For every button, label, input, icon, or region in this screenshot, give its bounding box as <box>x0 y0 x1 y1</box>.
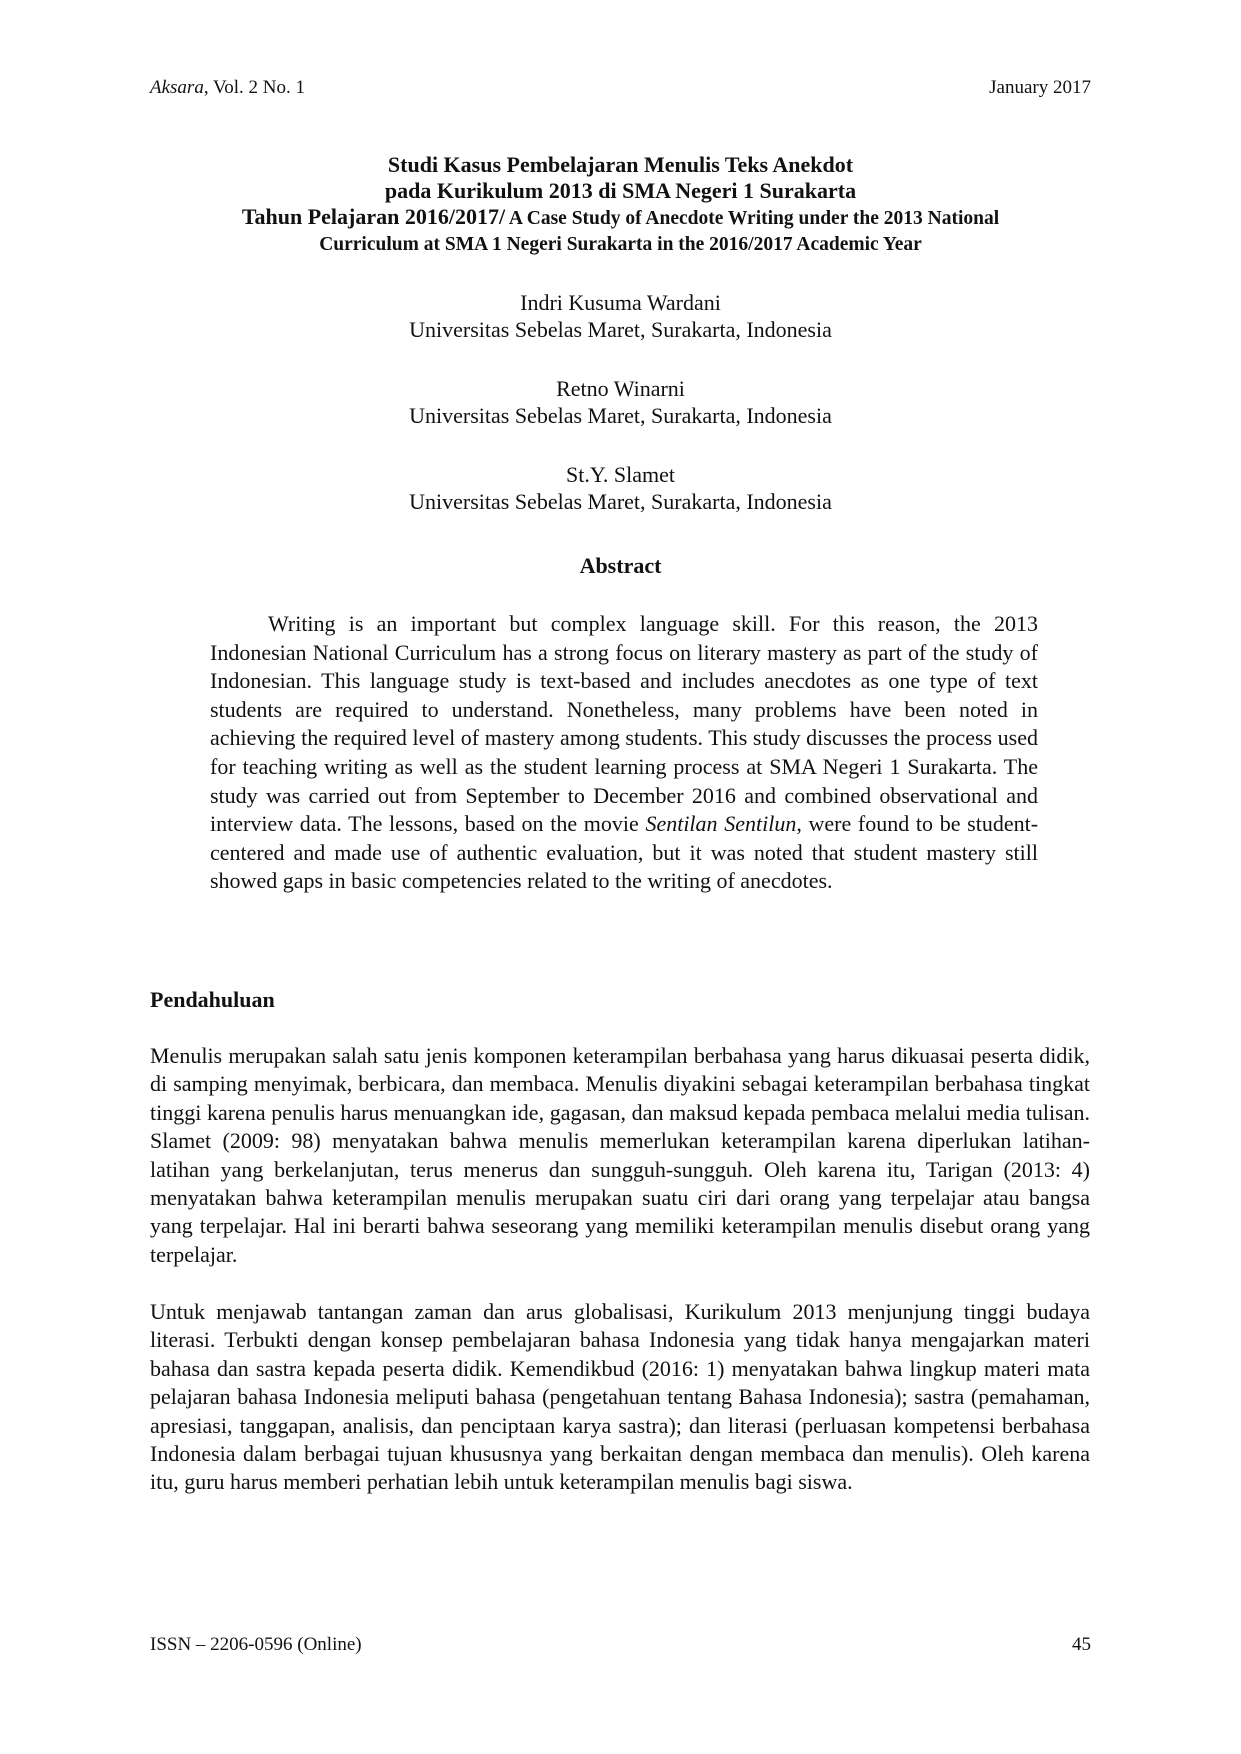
author-block-1 <box>150 289 1091 343</box>
body-paragraph-2: Untuk menjawab tantangan zaman dan arus globalisasi, Kurikulum 2013 menjunjung tinggi budaya literasi. Terbukti dengan konsep pembelajaran bahasa Indonesia yang tidak hanya mengajarkan materi bahasa dan sastra kepada peserta didik. Kemendikbud (2016: 1) menyatakan bahwa lingkup materi mata pelajaran bahasa Indonesia meliputi bahasa (pengetahuan tentang Bahasa Indonesia); sastra (pemahaman, apresiasi, tanggapan, analisis, dan penciptaan karya sastra); dan literasi (perluasan kompetensi berbahasa Indonesia dalam berbagai tujuan khususnya yang berkaitan dengan membaca dan menulis). Oleh karena itu, guru harus memberi perhatian lebih untuk keterampilan menulis bagi siswa. <box>150 1299 1090 1495</box>
issn-label: ISSN – 2206-0596 (Online) <box>150 1634 362 1655</box>
author-name: St.Y. Slamet <box>565 462 675 487</box>
author-affiliation: Universitas Sebelas Maret, Surakarta, Indonesia <box>409 403 832 428</box>
title-line-3 <box>150 204 1091 232</box>
journal-citation <box>150 76 305 100</box>
title-line-3-english: A Case Study of Anecdote Writing under the 2013 National <box>505 208 1000 229</box>
page-number: 45 <box>1072 1634 1091 1655</box>
running-footer <box>150 1633 1091 1657</box>
title-line-3-indonesian: Tahun Pelajaran 2016/2017/ <box>241 204 506 229</box>
section-heading: Pendahuluan <box>150 987 275 1012</box>
title-line-2: pada Kurikulum 2013 di SMA Negeri 1 Surakarta <box>384 178 857 203</box>
journal-volume: , Vol. 2 No. 1 <box>203 77 306 98</box>
author-affiliation: Universitas Sebelas Maret, Surakarta, Indonesia <box>409 317 832 342</box>
paper-title <box>150 152 1091 258</box>
author-block-2 <box>150 375 1091 429</box>
running-header <box>150 76 1091 100</box>
movie-title: Sentilan Sentilun <box>645 811 797 837</box>
title-line-4: Curriculum at SMA 1 Negeri Surakarta in the 2016/2017 Academic Year <box>319 234 922 255</box>
journal-name: Aksara <box>150 77 204 98</box>
abstract-text-part-2: , were found to be student-centered and made use of authentic evaluation, but it was noted that student mastery still showed gaps in basic competencies related to the writing of anecdotes. <box>210 811 1039 894</box>
author-block-3 <box>150 461 1091 515</box>
issue-date: January 2017 <box>989 77 1091 98</box>
author-name: Indri Kusuma Wardani <box>520 290 721 315</box>
abstract-body <box>210 610 1038 896</box>
author-affiliation: Universitas Sebelas Maret, Surakarta, Indonesia <box>409 489 832 514</box>
title-line-1: Studi Kasus Pembelajaran Menulis Teks Anekdot <box>387 152 854 177</box>
author-name: Retno Winarni <box>556 376 685 401</box>
abstract-heading: Abstract <box>579 553 662 578</box>
abstract-text-part-1: Writing is an important but complex language skill. For this reason, the 2013 Indonesian National Curriculum has a strong focus on literary mastery as part of the study of Indonesian. This language study is text-based and includes anecdotes as one type of text students are required to understand. Nonetheless, many problems have been noted in achieving the required level of mastery among students. This study discusses the process used for teaching writing as well as the student learning process at SMA Negeri 1 Surakarta. The study was carried out from September to December 2016 and combined observational and interview data. The lessons, based on the movie <box>210 611 1038 837</box>
body-paragraph-1: Menulis merupakan salah satu jenis komponen keterampilan berbahasa yang harus dikuasai peserta didik, di samping menyimak, berbicara, dan membaca. Menulis diyakini sebagai keterampilan berbahasa tingkat tinggi karena penulis harus menuangkan ide, gagasan, dan maksud kepada pembaca melalui media tulisan. Slamet (2009: 98) menyatakan bahwa menulis memerlukan keterampilan karena diperlukan latihan-latihan yang berkelanjutan, terus menerus dan sungguh-sungguh. Oleh karena itu, Tarigan (2013: 4) menyatakan bahwa keterampilan menulis merupakan suatu ciri dari orang yang terpelajar atau bangsa yang terpelajar. Hal ini berarti bahwa seseorang yang memiliki keterampilan menulis disebut orang yang terpelajar. <box>150 1043 1090 1267</box>
